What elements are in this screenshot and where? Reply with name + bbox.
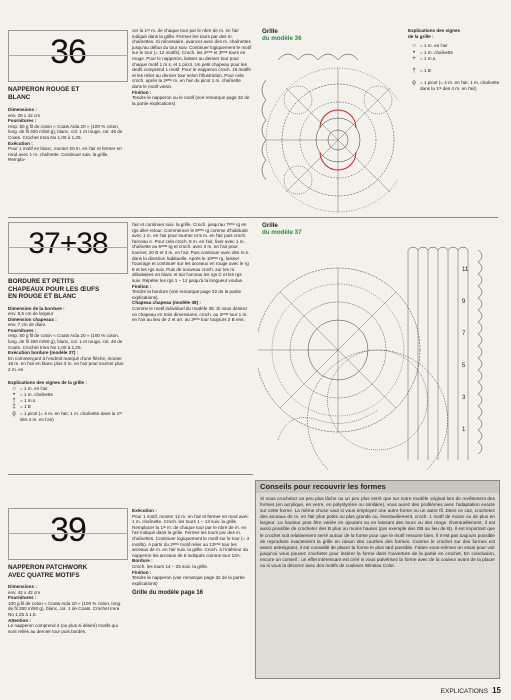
page-footer [441, 687, 501, 696]
grid-37-title: Grille du modèle 37 [262, 222, 302, 236]
legend-37-item: ‡ = 1 B [8, 404, 126, 410]
model-number-37-38: 37+38 [28, 227, 108, 260]
section-37-title: BORDURE ET PETITS CHAPEAUX POUR LES ŒUFS EN ROUGE ET BLANC [8, 278, 100, 300]
section-36-title: NAPPERON ROUGE ET BLANC [8, 86, 80, 101]
legend-36-item: • = 1 m. chaînette [408, 50, 503, 56]
number-box-37-38 [8, 222, 128, 274]
legend-37-item: • = 1 m. chaînette [8, 392, 126, 398]
picot-icon: ϙ [12, 410, 16, 417]
number-box-36 [8, 30, 128, 82]
slip-stitch-icon: • [412, 49, 416, 56]
page-number: 15 [492, 686, 501, 695]
legend-36-item: ϙ = 1 picot (= 4 m. en l'air, 1 m. chaînette dans la 1ʳᵉ des 4 m. en l'air) [408, 80, 503, 92]
crochet-diagram-36 [258, 40, 398, 215]
section-divider [8, 217, 498, 218]
section-39-col2: Exécution : Pour 1 motif, monter 12 m. en l'air et fermer en rond avec 1 m. chaînette. Croch. les tours 1 – 13 suiv. la grille. Remplacer la 1ʳᵉ m. de chaque tour par le nbre de m. en l'air indiqué dans la grille. Fermer les tours par des m. chaînettes. Continuer logiquement le motif sur le tour (= 4 motifs). A partir du 2ᵉᵐᵉ motif relier au 13ᵉᵐᵉ tour les arceaux de m. en l'air suiv. la grille. Croch. à l'intérieur du napperon les arceaux de 8 indiqués comme tour 13A. Bordure : Croch. les tours 14 – 25 suiv. la grille. Finition : Tendre le napperon (voir remarque page 32 de la partie explications) Grille du modèle page 16 [132, 508, 252, 597]
row-number: 7 [462, 331, 466, 337]
legend-37-item: † = 1 m.s. [8, 398, 126, 404]
section-36-col1: NAPPERON ROUGE ET BLANC Dimensions : env. 28 x 42 cm Fournitures : resp. 50 g fil de coton « Coats Aida 20 » (100 % coton, long. de fil 400 m/50 g), blanc, col. 1 et rouge, col. 46 de Coats. Crochet Imra No 1,00 à 1,25. Exécution : Pour 1 motif en blanc, monter 20 m. en l'air et fermer en rond avec 1 m. chaînette. Continuer suiv. la grille. Rempla- [8, 80, 126, 163]
model-number-36: 36 [50, 33, 86, 71]
double-crochet-icon: † [412, 68, 416, 75]
grid-37-row-numbers [462, 254, 468, 446]
picot-icon: ϙ [412, 80, 416, 87]
legend-36-item: † = 1 B [408, 68, 503, 74]
section-divider [8, 474, 253, 475]
slip-stitch-icon: • [12, 392, 16, 399]
row-number: 1 [462, 427, 466, 433]
legend-37-item: ϙ = 1 picot (= 4 m. en l'air, 1 m. chaînette dans la 1ʳᵉ des 4 m. en l'air) [8, 411, 126, 423]
double-crochet-icon: ‡ [12, 404, 16, 411]
grid-36-title: Grille du modèle 36 [262, 28, 302, 42]
section-37-col1: BORDURE ET PETITS CHAPEAUX POUR LES ŒUFS EN ROUGE ET BLANC Dimension de la bordure : env. 8,5 cm de largeur Dimension chapeaux : env. 7 cm de diam. Fournitures : resp. 50 g fil de coton « Coats Aida 20 » (100 % coton, long. de fil 400 m/50 g), blanc, col. 1 et rouge, col. 46 de Coats. Crochet Imra No 1,00 à 1,25. Exécution bordure (modèle 37) : En commençant à l'endroit marqué d'une flèche, monter 18 m. en l'air en blanc plus 3 m. en l'air pour tourner plus 2 m. en Explications des signes de la grille : ○ = 1 m. en l'air • = 1 m. chaînette † = 1 m.s. ‡ = 1 B ϙ = 1 picot (= 4 m. en l'air, 1 m. chaînette dans la 1ʳᵉ des 4 m. en l'air) [8, 272, 126, 423]
row-number: 11 [462, 267, 469, 273]
section-39-title: NAPPERON PATCHWORK AVEC QUATRE MOTIFS [8, 564, 88, 579]
legend-36: Explications des signes de la grille : ○ = 1 m. en l'air • = 1 m. chaînette + = 1 m.s. † = 1 B ϙ = 1 picot (= 4 m. en l'air, 1 m. chaînette dans la 1ʳᵉ des 4 m. en l'air) [408, 28, 503, 93]
model-number-39: 39 [50, 511, 86, 549]
single-crochet-icon: † [12, 398, 16, 405]
legend-37: Explications des signes de la grille : ○ = 1 m. en l'air • = 1 m. chaînette † = 1 m.s. ‡ = 1 B ϙ = 1 picot (= 4 m. en l'air, 1 m. chaînette dans la 1ʳᵉ des 4 m. en l'air) [8, 380, 126, 423]
legend-36-item: ○ = 1 m. en l'air [408, 43, 503, 49]
single-crochet-icon: + [412, 55, 416, 62]
number-box-39 [8, 508, 128, 560]
legend-36-item: + = 1 m.s. [408, 56, 503, 62]
tips-body: Si vous crochetez un peu plus lâche ou un peu plus serré que sur notre modèle original lors de revêtement des formes (en acrylique, en verre, en polystyrène ou similaire), vous aurez des problèmes avec l'adaptation exacte sur cette forme. La même chose vaut si vous employez une autre forme ou un autre fil. Dans ce cas, crochetez des arceaux de m. en l'air plus petits ou plus grands ou, éventuellement, croch. 1 motif de moins ou de plus en largeur. La hauteur peut être variée en ajoutant ou en laissant des tours ou des rangs. Éventuellement, il est aussi possible de crocheter des B plus ou moins hautes (par exemple des DB au lieu de B). Il est important que le crochet soit relativement serré autour de la forme pour que le motif ressorte bien. Il n'est pas toujours possible de reproduire exactement la grille en raison des courbes des formes. Comme le crochet sur des formes est assez astreignant, il est conseillé de placer la forme le plus tard possible. Faites vous-mêmes un essai pour voir jusqu'où vous pouvez crocheter pour insérer la forme dans l'ouverture de la partie en crochet. En conclusion, encore un conseil : un effet intéressant est créé si vous pulvérisez la forme avec de la couleur avant de la placer ou si vous la décorez avec des motifs de couleurs Window Color. [260, 496, 495, 569]
section-37-col2: l'air et continuer suiv. la grille. Croch. jusqu'au 7ᵉᵐᵉ rg en rgs aller-retour. Commencer le 8ᵉᵐᵉ rg comme d'habitude avec 1 m. en l'air pour tourner et 5 m. en l'air puis croch. l'arceau A. Pour cela croch. 9 m. en l'air, fixer avec 1 m. chaînette au 6ᵉᵐᵉ rg et croch. avec 3 m. en l'air pour tourner, 20 B et 3 m. en l'air. Puis continuer avec des m.s. dans la direction habituelle. Après le 10ᵉᵐᵉ rg, laisser l'ouvrage et continuer sur les arceaux en rouge avec le rg 8 et les rgs suiv. Puis de nouveau croch. sur les m. délaissées en blanc et sur l'arceau les rgs C et les rgs suiv. Répéter les rgs 1 – 12 jusqu'à la longueur voulue. Finition : Tendre la bordure (voir remarque page 32 de la partie explications). Chapeau chapeau (modèle 38) : Comme le motif individuel du modèle 36. Si vous désirez un chapeau en trois dimensions, croch. au 2ᵉᵐᵉ tour 1 m. en l'air au lieu de 2 et arr. au 3ᵉᵐᵉ tour toujours 2 B ens. [132, 222, 250, 323]
legend-37-item: ○ = 1 m. en l'air [8, 386, 126, 392]
section-name: EXPLICATIONS [440, 688, 489, 695]
tips-title: Conseils pour recouvrir les formes [256, 481, 499, 493]
chain-stitch-icon: ○ [412, 43, 416, 50]
tips-box [255, 480, 500, 679]
chain-stitch-icon: ○ [12, 385, 16, 392]
grid-39-reference: Grille du modèle page 16 [132, 590, 204, 597]
section-39-col1: NAPPERON PATCHWORK AVEC QUATRE MOTIFS Dimensions : env. 42 x 42 cm Fournitures : 100 g fil de coton « Coats Aida 10 » (100 % coton, long. de fil 280 m/50 g), blanc, col. 1 de Coats. Crochet Imra No 1,25 à 1,5. Attention : Le napperon comprend 4 (ou plus si désiré) motifs qui sont reliés au dernier tour puis bordés. [8, 558, 126, 634]
row-number: 3 [462, 395, 466, 401]
row-number: 9 [462, 299, 466, 305]
section-36-col2: cer la 1ʳᵉ m. de chaque tour par le nbre de m. en l'air indiqué dans la grille. Fermer les tours par des m. chaînettes. Si nécessaire, avancer avec des m. chaînettes jusqu'au début du tour suiv. Continuer logiquement le motif sur le tour (= 12 motifs). Croch. les 2ᵉᵐᵉ et 3ᵉᵐᵉ tours en rouge. Pour le napperon, laisser au dernier tour pour chaque motif 1 m.s. et 1 picot. Un petit chapeau pour les œufs comprend 1 motif. Pour le napperon croch. 16 motifs et les relier au dernier tour selon l'illustration. Pour cela croch. après la 2ᵉᵐᵉ m. en l'air du picot 1 m. chaînette dans le motif voisin. Finition : Tendre le napperon ou le motif (voir remarque page 32 de la partie explications) [132, 28, 252, 106]
row-number: 5 [462, 363, 466, 369]
